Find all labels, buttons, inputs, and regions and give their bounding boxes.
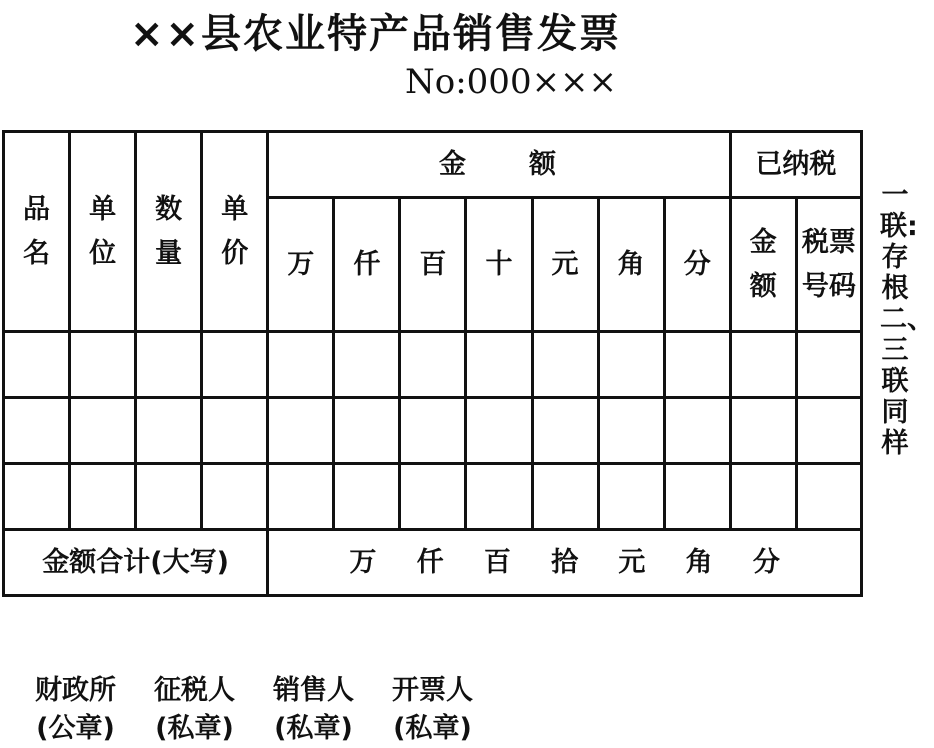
table-row (4, 398, 862, 464)
unit-yuan: 元 (532, 198, 598, 332)
total-row (4, 530, 862, 596)
header-quantity: 数量 (136, 132, 202, 332)
invoice-number: No:000××× (405, 62, 618, 102)
table-row (4, 332, 862, 398)
signature-role: 开票人 (392, 675, 473, 706)
header-tax-paid: 已纳税 (730, 132, 861, 198)
copy-note: 一联:存根 二、三联同样 (880, 180, 934, 459)
signature-seal: (公章) (36, 713, 115, 744)
unit-fen: 分 (664, 198, 730, 332)
unit-qian: 仟 (334, 198, 400, 332)
signature-seal: (私章) (393, 713, 472, 744)
signature-role: 征税人 (154, 675, 235, 706)
total-unit-yuan: 元 (618, 546, 646, 578)
invoice-table (2, 130, 863, 597)
unit-shi: 十 (466, 198, 532, 332)
header-tax-amount: 金额 (730, 198, 796, 332)
table-row (4, 464, 862, 530)
signature-issuer (392, 672, 473, 748)
signature-finance (35, 672, 116, 748)
signature-role: 销售人 (273, 675, 354, 706)
header-unit: 单位 (70, 132, 136, 332)
total-units (268, 530, 862, 596)
invoice-title: ××县农业特产品销售发票 (130, 11, 622, 57)
header-row-1 (4, 132, 862, 198)
unit-wan: 万 (268, 198, 334, 332)
signature-tax-collector (154, 672, 235, 748)
header-amount: 金 额 (268, 132, 731, 198)
header-price: 单价 (202, 132, 268, 332)
header-tax-ticket: 税票号码 (796, 198, 861, 332)
total-unit-wan: 万 (349, 546, 377, 578)
signature-seller (273, 672, 354, 748)
total-label: 金额合计(大写) (4, 530, 268, 596)
unit-bai: 百 (400, 198, 466, 332)
total-unit-bai: 百 (483, 546, 511, 578)
header-product: 品名 (4, 132, 70, 332)
total-unit-fen: 分 (752, 546, 780, 578)
total-unit-jiao: 角 (685, 546, 713, 578)
unit-jiao: 角 (598, 198, 664, 332)
signature-role: 财政所 (35, 675, 116, 706)
signature-seal: (私章) (274, 713, 353, 744)
signature-seal: (私章) (155, 713, 234, 744)
signature-block (35, 672, 473, 748)
total-unit-shi: 拾 (551, 546, 579, 578)
total-unit-qian: 仟 (416, 546, 444, 578)
